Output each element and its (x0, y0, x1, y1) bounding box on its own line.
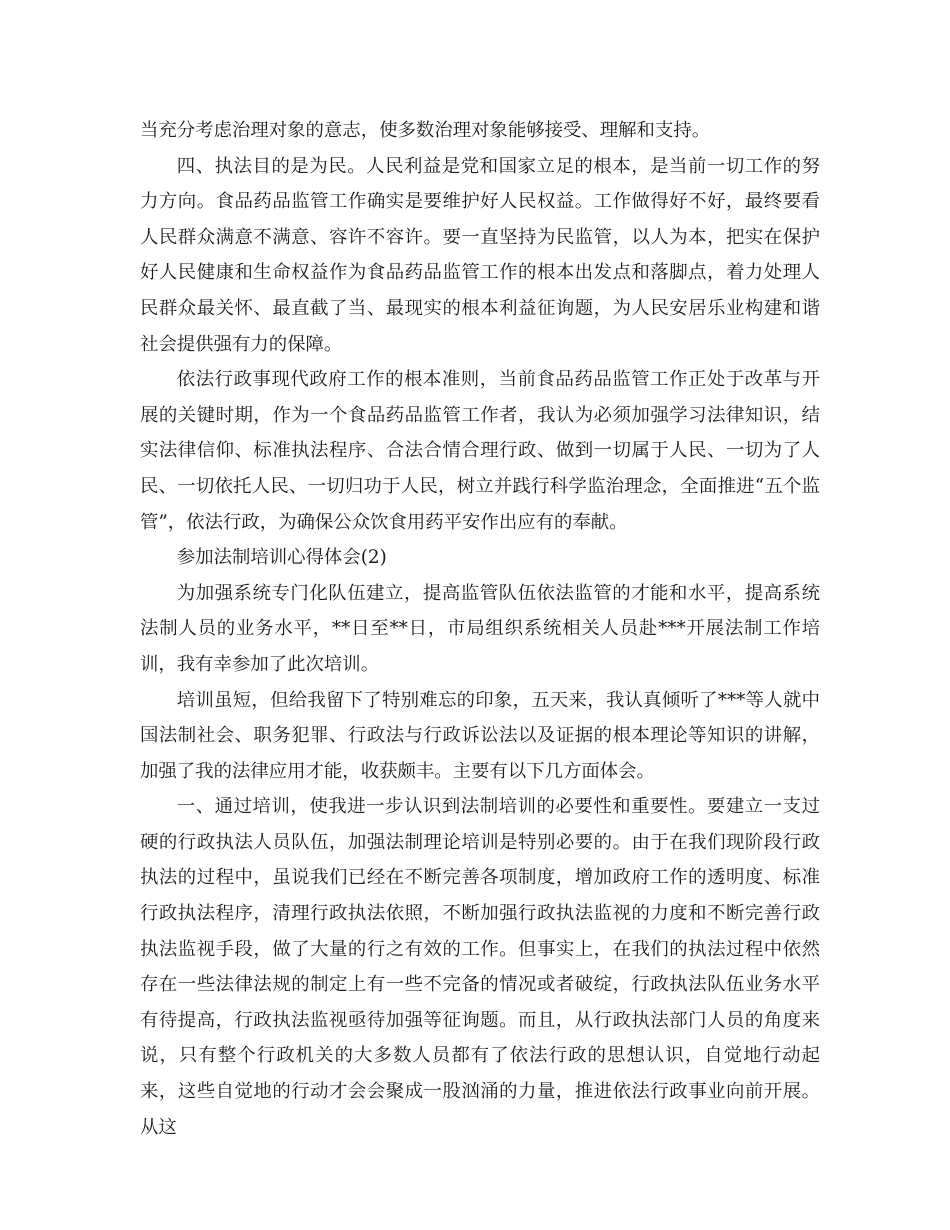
paragraph-point-one: 一、通过培训，使我进一步认识到法制培训的必要性和重要性。要建立一支过硬的行政执法人员队伍，加强法制理论培训是特别必要的。由于在我们现阶段行政执法的过程中，虽说我们已经在不断完善各项制度，增加政府工作的透明度、标准行政执法程序，清理行政执法依照，不断加强行政执法监视的力度和不断完善行政执法监视手段，做了大量的行之有效的工作。但事实上，在我们的执法过程中依然存在一些法律法规的制定上有一些不完备的情况或者破绽，行政执法队伍业务水平有待提高，行政执法监视亟待加强等征询题。而且，从行政执法部门人员的角度来说，只有整个行政机关的大多数人员都有了依法行政的思想认识，自觉地行动起来，这些自觉地的行动才会会聚成一股汹涌的力量，推进依法行政事业向前开展。从这 (140, 796, 820, 1138)
paragraph-conclusion: 依法行政事现代政府工作的根本准则，当前食品药品监管工作正处于改革与开展的关键时期，作为一个食品药品监管工作者，我认为必须加强学习法律知识，结实法律信仰、标准执法程序、合法合情合理行政、做到一切属于人民、一切为了人民、一切依托人民、一切归功于人民，树立并践行科学监治理念，全面推进“五个监管”，依法行政，为确保公众饮食用药平安作出应有的奉献。 (140, 369, 820, 533)
paragraph-continuation: 当充分考虑治理对象的意志，使多数治理对象能够接受、理解和支持。 (140, 120, 711, 141)
document-body (140, 113, 820, 1145)
paragraph-intro: 为加强系统专门化队伍建立，提高监管队伍依法监管的才能和水平，提高系统法制人员的业务水平，**日至**日，市局组织系统相关人员赴***开展法制工作培训，我有幸参加了此次培训。 (140, 582, 820, 675)
paragraph-point-four: 四、执法目的是为民。人民利益是党和国家立足的根本，是当前一切工作的努力方向。食品药品监管工作确实是要维护好人民权益。工作做得好不好，最终要看人民群众满意不满意、容许不容许。要一直坚持为民监管，以人为本，把实在保护好人民健康和生命权益作为食品药品监管工作的根本出发点和落脚点，着力处理人民群众最关怀、最直截了当、最现实的根本利益征询题，为人民安居乐业构建和谐社会提供强有力的保障。 (140, 155, 820, 355)
paragraph-impression: 培训虽短，但给我留下了特别难忘的印象，五天来，我认真倾听了***等人就中国法制社会、职务犯罪、行政法与行政诉讼法以及证据的根本理论等知识的讲解，加强了我的法律应用才能，收获颇丰。主要有以下几方面体会。 (140, 689, 820, 782)
section-heading: 参加法制培训心得体会(2) (176, 547, 387, 569)
